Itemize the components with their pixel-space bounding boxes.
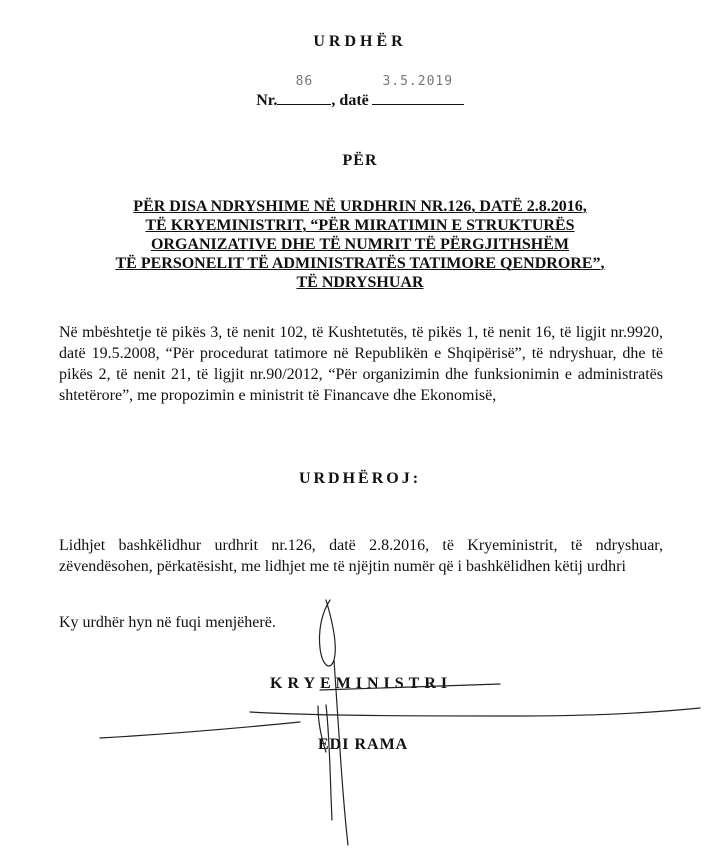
heading-line: PËR DISA NDRYSHIME NË URDHRIN NR.126, DATË 2.8.2016, [133,198,587,215]
order-label: URDHËROJ: [298,470,422,487]
heading-line: TË NDRYSHUAR [296,274,424,291]
signatory-name: EDI RAMA [318,736,409,753]
heading-line: TË PERSONELIT TË ADMINISTRATËS TATIMORE QENDRORE”, [115,255,605,272]
heading-line: ORGANIZATIVE DHE TË NUMRIT TË PËRGJITHSHËM [150,236,569,253]
effect-text: Ky urdhër hyn në fuqi menjëherë. [59,614,276,631]
order-text: Lidhjet bashkëlidhur urdhrit nr.126, datë 2.8.2016, të Kryeministrit, të ndryshuar, zëvendësohen, përkatësisht, me lidhjet me të njëjtin numër që i bashkëlidhen këtij urdhri [59,537,663,575]
number-value: 86 [295,74,314,89]
date-label: , datë [331,92,369,109]
per-label: PËR [342,152,378,169]
heading-line: TË KRYEMINISTRIT, “PËR MIRATIMIN E STRUKTURËS [145,217,575,234]
signatory-title: KRYEMINISTRI [270,675,453,692]
document-title: URDHËR [313,33,407,50]
number-label: Nr. [256,92,278,109]
date-value: 3.5.2019 [382,74,454,89]
preamble-paragraph: Në mbështetje të pikës 3, të nenit 102, të Kushtetutës, të pikës 1, të nenit 16, të ligjit nr.9920, datë 19.5.2008, “Për procedurat tatimore në Republikën e Shqipërisë”, të ndryshuar, dhe të pikës 2, të nenit 21, të ligjit nr.90/2012, “Për organizimin dhe funksionimin e administratës shtetërore”, me propozimin e ministrit të Financave dhe Ekonomisë, [59,324,663,404]
